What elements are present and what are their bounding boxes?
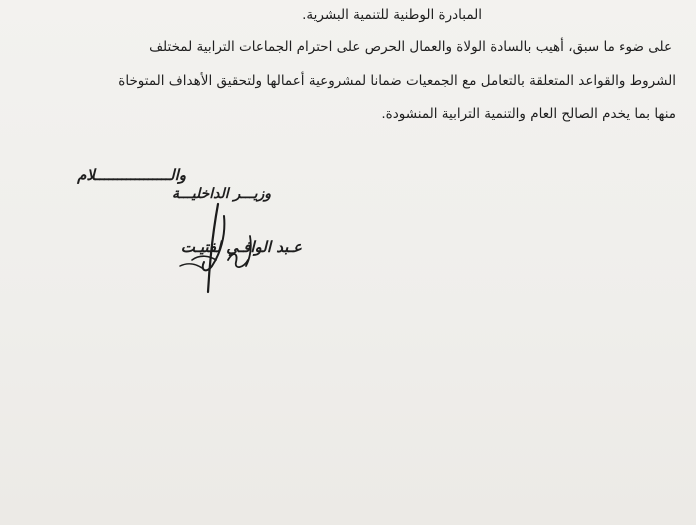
paragraph-line-4: منها بما يخدم الصالح العام والتنمية الترابية المنشودة. [381,106,676,122]
paragraph-line-1: المبادرة الوطنية للتنمية البشرية. [302,7,482,23]
paragraph-line-2: على ضوء ما سبق، أهيب بالسادة الولاة والعمال الحرص على احترام الجماعات الترابية لمختلف [149,39,672,55]
paragraph-line-3: الشروط والقواعد المتعلقة بالتعامل مع الجمعيات ضمانا لمشروعية أعمالها ولتحقيق الأهداف المتوخاة [118,73,676,89]
handwritten-signature [140,196,340,296]
closing-salutation: والـــــــــــــــــلام [77,166,186,184]
minister-title: وزيـــر الداخليـــة [171,186,271,202]
signatory-name: عـبد الوافـي لفتيـت [180,238,302,256]
